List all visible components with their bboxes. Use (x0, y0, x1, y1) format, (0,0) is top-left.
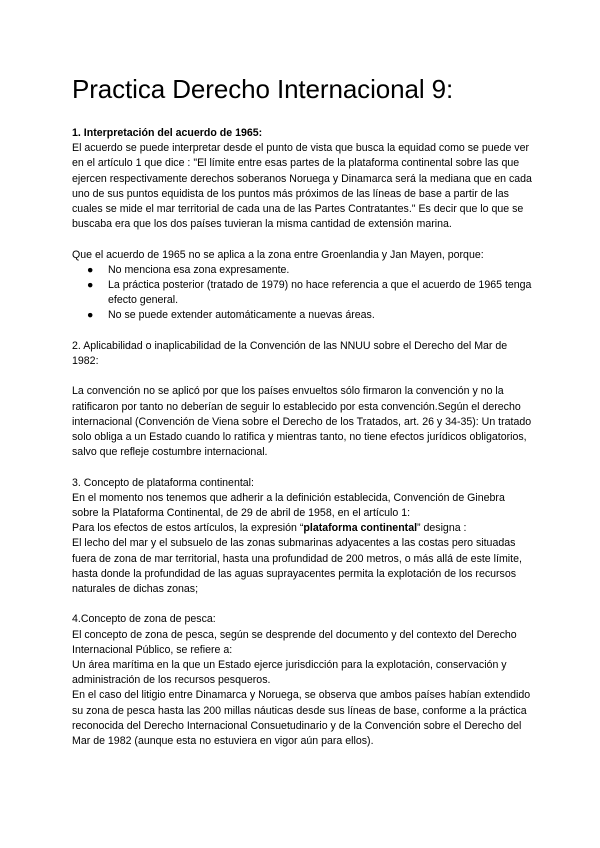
definition-suffix: ” designa : (417, 522, 467, 535)
list-item-text: No se puede extender automáticamente a nuevas áreas. (108, 309, 375, 322)
list-item-text: La práctica posterior (tratado de 1979) no hace referencia a que el acuerdo de 1965 tenga efecto general. (108, 279, 532, 307)
section1-list-intro: Que el acuerdo de 1965 no se aplica a la zona entre Groenlandia y Jan Mayen, porque: (72, 248, 484, 261)
section1-heading: 1. Interpretación del acuerdo de 1965: (72, 127, 263, 139)
section3-definition-line (72, 521, 532, 536)
bullet-icon: ● (87, 279, 94, 292)
document-body (72, 126, 532, 749)
section4-case-text: En el caso del litigio entre Dinamarca y Noruega, se observa que ambos países habían extendido su zona de pesca hasta las 200 millas náuticas desde sus líneas de base, conforme a la práctica reconocida del Derecho Internacional Consuetudinario y de la Convención sobre el Derecho del Mar de 1982 (aunque esta no estuviera en vigor aún para ellos). (72, 689, 531, 748)
list-item (72, 308, 532, 323)
section2-heading: 2. Aplicabilidad o inaplicabilidad de la Convención de las NNUU sobre el Derecho del Mar de 1982: (72, 339, 508, 368)
section1-bullet-list (72, 263, 532, 324)
list-item (72, 278, 532, 308)
list-item (72, 263, 532, 278)
spacer (72, 324, 532, 339)
bullet-icon: ● (87, 263, 94, 276)
section2-paragraph: La convención no se aplicó por que los países envueltos sólo firmaron la convención y no la ratificaron por tanto no deberían de seguir lo establecido por esta convención.Según el derecho internacional (Convención de Viena sobre el Derecho de los Tratados, art. 26 y 34-35): Un tratado solo obliga a un Estado cuando lo ratifica y mientras tanto, no tiene efectos jurídicos obligatorios, salvo que refleje costumbre internacional. (72, 385, 532, 459)
section4-definition: Un área marítima en la que un Estado ejerce jurisdicción para la explotación, conservación y administración de los recursos pesqueros. (72, 659, 507, 687)
spacer (72, 369, 532, 384)
section3-intro: En el momento nos tenemos que adherir a la definición establecida, Convención de Ginebra sobre la Plataforma Continental, de 29 de abril de 1958, en el artículo 1: (72, 491, 505, 520)
definition-prefix: Para los efectos de estos artículos, la expresión “ (72, 522, 304, 535)
list-item-text: No menciona esa zona expresamente. (108, 263, 290, 276)
definition-term: plataforma continental (303, 522, 418, 535)
section1-paragraph: El acuerdo se puede interpretar desde el punto de vista que busca la equidad como se puede ver en el artículo 1 que dice : "El límite entre esas partes de la plataforma continental sobre las que ejercen respectivamente derechos soberanos Noruega y Dinamarca será la mediana que en cada uno de sus puntos equidista de los puntos más próximos de las líneas de base a partir de las cuales se mide el mar territorial de cada una de las Partes Contratantes." Es decir que lo que se buscaba era que los dos países tuvieran la misma cantidad de extensión marina. (72, 142, 532, 231)
spacer (72, 460, 532, 475)
bullet-icon: ● (87, 309, 94, 322)
spacer (72, 232, 532, 247)
section3-heading: 3. Concepto de plataforma continental: (72, 476, 254, 489)
section4-intro: El concepto de zona de pesca, según se desprende del documento y del contexto del Derecho Internacional Público, se refiere a: (72, 628, 517, 656)
document-title: Practica Derecho Internacional 9: (72, 74, 454, 104)
section4-heading: 4.Concepto de zona de pesca: (72, 613, 216, 626)
section3-definition-text: El lecho del mar y el subsuelo de las zonas submarinas adyacentes a las costas pero situadas fuera de zona de mar territorial, hasta una profundidad de 200 metros, o más allá de este límite, hasta donde la profundidad de las aguas suprayacentes permita la explotación de los recursos naturales de dichas zonas; (72, 537, 522, 596)
spacer (72, 597, 532, 612)
